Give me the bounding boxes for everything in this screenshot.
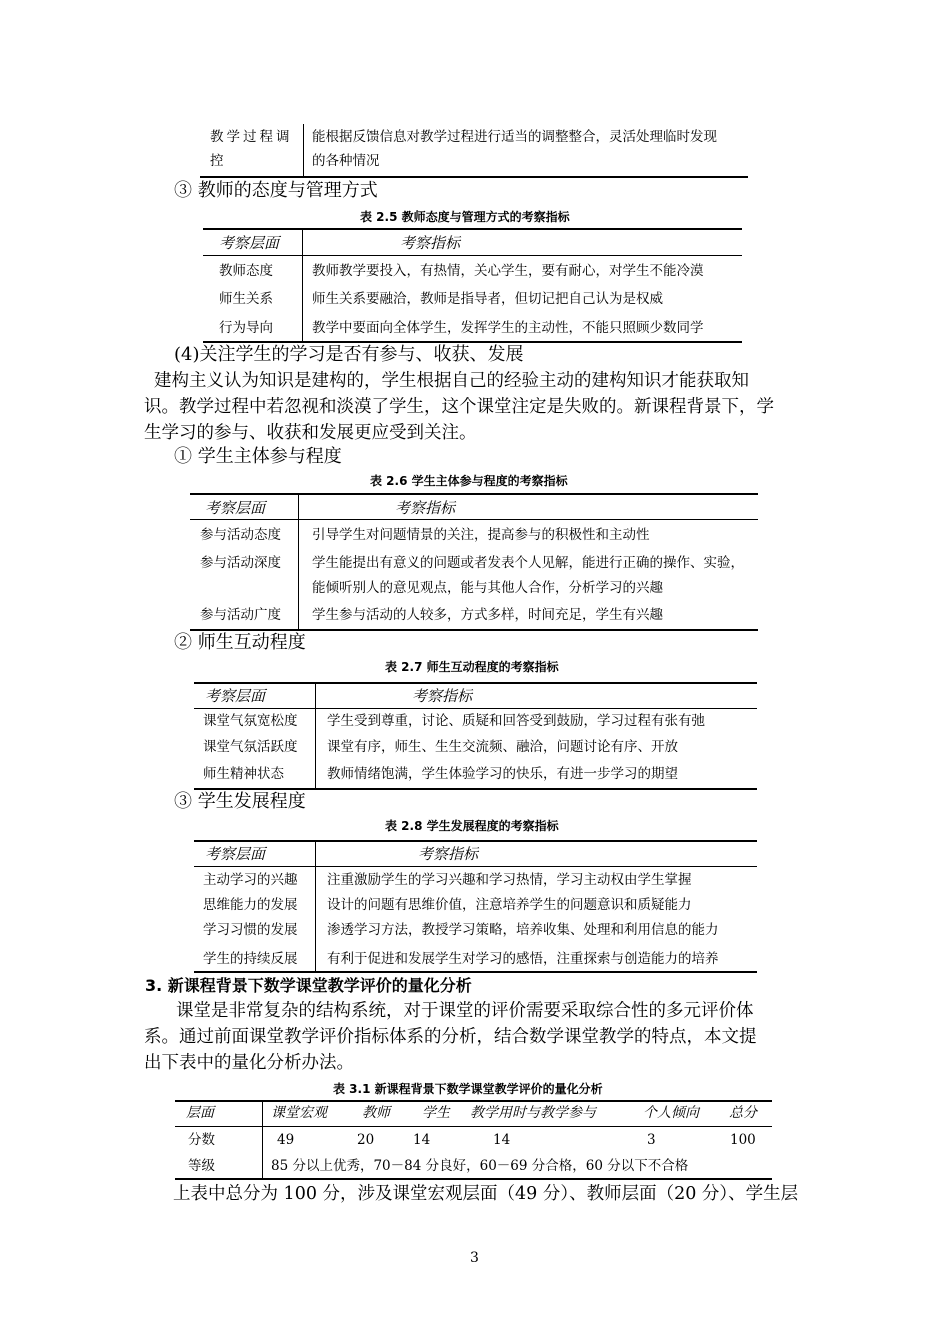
table-header-tendency: 个人倾向 — [643, 1105, 699, 1121]
table-row-text: 学生受到尊重，讨论、质疑和回答受到鼓励，学习过程有张有弛 — [327, 713, 705, 729]
table-header-total: 总分 — [729, 1105, 757, 1121]
table-caption: 表 2.8 学生发展程度的考察指标 — [385, 819, 559, 833]
score-macro: 49 — [277, 1132, 295, 1148]
table-header-macro: 课堂宏观 — [271, 1105, 327, 1121]
table-header-indicator: 考察指标 — [412, 687, 473, 705]
table-row-text: 有利于促进和发展学生对学习的感悟，注重探索与创造能力的培养 — [327, 951, 719, 967]
table-row-text: 课堂有序，师生、生生交流频、融洽，问题讨论有序、开放 — [327, 739, 678, 755]
table-row-label: 思维能力的发展 — [203, 897, 298, 913]
table-caption: 表 2.5 教师态度与管理方式的考察指标 — [360, 210, 570, 224]
table-divider — [303, 124, 304, 176]
score-total: 100 — [730, 1132, 756, 1148]
subheading: ① 学生主体参与程度 — [174, 446, 342, 467]
table-bottom-border — [203, 341, 742, 343]
table-row-label: 参与活动广度 — [200, 607, 281, 623]
table-row-text: 学生能提出有意义的问题或者发表个人见解，能进行正确的操作、实验， — [312, 555, 744, 571]
table-row-text: 能根据反馈信息对教学过程进行适当的调整整合，灵活处理临时发现 — [312, 129, 717, 145]
table-header-indicator: 考察指标 — [418, 845, 479, 863]
section-title: (4)关注学生的学习是否有参与、收获、发展 — [174, 344, 524, 365]
table-row-label: 等级 — [188, 1158, 215, 1174]
table-divider — [298, 494, 299, 630]
subheading: ③ 教师的态度与管理方式 — [174, 180, 378, 201]
grade-text: 85 分以上优秀，70－84 分良好，60－69 分合格，60 分以下不合格 — [271, 1158, 689, 1174]
subheading: ③ 学生发展程度 — [174, 791, 306, 812]
table-row-text: 引导学生对问题情景的关注，提高参与的积极性和主动性 — [312, 527, 650, 543]
page-number: 3 — [470, 1250, 479, 1266]
score-time: 14 — [493, 1132, 511, 1148]
table-row-label: 主动学习的兴趣 — [203, 872, 298, 888]
table-header-rule — [175, 1126, 772, 1127]
table-row-label: 学习习惯的发展 — [203, 922, 298, 938]
paragraph-line: 识。教学过程中若忽视和淡漠了学生，这个课堂注定是失败的。新课程背景下，学 — [144, 397, 774, 417]
table-row-text: 师生关系要融洽，教师是指导者，但切记把自己认为是权威 — [312, 291, 663, 307]
table-header-level: 考察层面 — [205, 687, 266, 705]
score-tendency: 3 — [647, 1132, 656, 1148]
table-row-text: 能倾听别人的意见观点，能与其他人合作，分析学习的兴趣 — [312, 580, 663, 596]
paragraph-line: 建构主义认为知识是建构的，学生根据自己的经验主动的建构知识才能获取知 — [154, 371, 749, 391]
table-row-text: 教师教学要投入，有热情，关心学生，要有耐心，对学生不能冷漠 — [312, 263, 704, 279]
table-bottom-border — [190, 629, 758, 631]
table-header-level: 考察层面 — [205, 845, 266, 863]
table-row-label: 控 — [210, 153, 224, 169]
table-header-time: 教学用时与教学参与 — [470, 1105, 596, 1121]
score-student: 14 — [413, 1132, 431, 1148]
table-top-border — [194, 840, 757, 842]
table-divider — [315, 683, 316, 789]
table-row-label: 分数 — [188, 1132, 215, 1148]
table-divider — [302, 229, 303, 342]
table-row-label: 学生的持续反展 — [203, 951, 298, 967]
table-bottom-border — [194, 788, 757, 790]
paragraph-line: 上表中总分为 100 分，涉及课堂宏观层面（49 分）、教师层面（20 分）、学生层 — [173, 1184, 799, 1204]
table-divider — [262, 1101, 263, 1179]
table-header-teacher: 教师 — [362, 1105, 390, 1121]
table-top-border — [194, 682, 757, 684]
section-heading: 3. 新课程背景下数学课堂教学评价的量化分析 — [145, 976, 472, 995]
table-header-rule — [194, 708, 757, 709]
table-header-rule — [203, 255, 742, 256]
table-row-label: 参与活动深度 — [200, 555, 281, 571]
table-row-label: 师生关系 — [219, 291, 273, 307]
table-row-label: 教学过程调 — [210, 129, 293, 145]
table-divider — [315, 841, 316, 972]
table-row-label: 参与活动态度 — [200, 527, 281, 543]
table-header-rule — [194, 866, 757, 867]
table-caption: 表 3.1 新课程背景下数学课堂教学评价的量化分析 — [333, 1082, 603, 1096]
table-header-indicator: 考察指标 — [400, 234, 461, 252]
table-row-text: 注重激励学生的学习兴趣和学习热情，学习主动权由学生掌握 — [327, 872, 692, 888]
table-top-border — [175, 1100, 772, 1102]
table-row-text: 设计的问题有思维价值，注意培养学生的问题意识和质疑能力 — [327, 897, 692, 913]
paragraph-line: 出下表中的量化分析办法。 — [144, 1053, 354, 1073]
table-row-label: 课堂气氛宽松度 — [203, 713, 298, 729]
table-bottom-border — [194, 971, 757, 973]
table-row-label: 教师态度 — [219, 263, 273, 279]
table-bottom-border — [200, 176, 748, 178]
table-row-label: 课堂气氛活跃度 — [203, 739, 298, 755]
table-top-border — [190, 493, 758, 495]
score-teacher: 20 — [357, 1132, 375, 1148]
table-row-text: 学生参与活动的人较多，方式多样，时间充足，学生有兴趣 — [312, 607, 663, 623]
table-row-label: 行为导向 — [219, 320, 273, 336]
table-header-level: 考察层面 — [205, 499, 266, 517]
table-header-student: 学生 — [422, 1105, 450, 1121]
table-header-level: 层面 — [186, 1105, 214, 1121]
table-header-level: 考察层面 — [219, 234, 280, 252]
table-row-label: 师生精神状态 — [203, 766, 284, 782]
table-bottom-border — [175, 1178, 772, 1180]
table-header-indicator: 考察指标 — [395, 499, 456, 517]
table-caption: 表 2.7 师生互动程度的考察指标 — [385, 660, 559, 674]
paragraph-line: 课堂是非常复杂的结构系统，对于课堂的评价需要采取综合性的多元评价体 — [176, 1001, 754, 1021]
subheading: ② 师生互动程度 — [174, 632, 306, 653]
paragraph-line: 生学习的参与、收获和发展更应受到关注。 — [144, 423, 477, 443]
table-row-text: 的各种情况 — [312, 153, 380, 169]
table-row-text: 教学中要面向全体学生，发挥学生的主动性，不能只照顾少数同学 — [312, 320, 704, 336]
table-row-text: 渗透学习方法，教授学习策略，培养收集、处理和利用信息的能力 — [327, 922, 719, 938]
table-top-border — [203, 228, 742, 230]
paragraph-line: 系。通过前面课堂教学评价指标体系的分析，结合数学课堂教学的特点，本文提 — [144, 1027, 757, 1047]
table-header-rule — [190, 519, 758, 520]
table-row-text: 教师情绪饱满，学生体验学习的快乐，有进一步学习的期望 — [327, 766, 678, 782]
table-caption: 表 2.6 学生主体参与程度的考察指标 — [370, 474, 568, 488]
